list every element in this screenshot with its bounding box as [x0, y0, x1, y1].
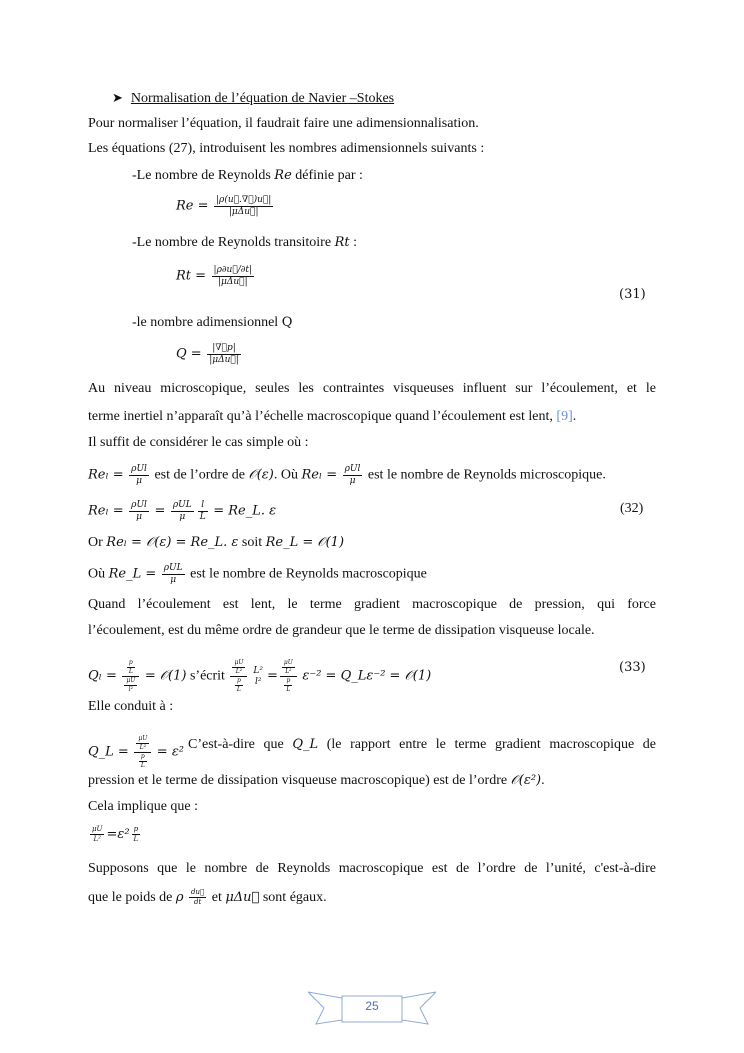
paragraph: Cela implique que : [88, 799, 199, 814]
arrow-bullet-icon: ➤ [112, 90, 123, 105]
page-number-ribbon [308, 990, 436, 1026]
equation-rel-macro: Où Re_L = $\frac{\text{ρUL}}{\mu}$ est le nombre de Reynolds macroscopique [88, 563, 427, 585]
paragraph: l’écoulement, est du même ordre de grandeur que le terme de dissipation visqueuse locale. [88, 623, 595, 638]
q-definition: -le nombre adimensionnel Q [132, 315, 293, 330]
paragraph: terme inertiel n’apparaît qu’à l’échelle macroscopique quand l’écoulement est lent, [9]. [88, 409, 577, 424]
equation-number: (32) [620, 501, 644, 516]
paragraph: Quand l’écoulement est lent, le terme gradient macroscopique de pression, qui force [88, 597, 656, 612]
equation-32: Reₗ = $\frac{\text{ρUl}}{\mu}$ = $\frac{\text{ρUL}}{\mu}$ $\frac{l}{L}$ = Re_L. ε [88, 500, 277, 522]
section-heading-text: Normalisation de l’équation de Navier –Stokes [130, 91, 395, 106]
equation-implication: $\frac{\mu U}{\text{L²}}$ =ε² $\frac{p}{L}$ [92, 825, 139, 844]
equation-number: (33) [619, 660, 646, 675]
paragraph: Au niveau microscopique, seules les contraintes visqueuses influent sur l’écoulement, et le [88, 381, 656, 396]
paragraph: C’est-à-dire que Q_L (le rapport entre le terme gradient macroscopique de [188, 737, 656, 752]
paragraph: Les équations (27), introduisent les nombres adimensionnels suivants : [88, 141, 485, 156]
section-heading [112, 89, 394, 108]
equation-33: Qₗ = $\frac{\frac{p}{L}}{\frac{\mu U}{\text{l²}}}$ = 𝒪(1) s’écrit $\frac{\frac{\mu U}{\text{L²}}}{\frac{p}{L}}$ L² l² = $\frac{\frac{\mu U}{\text{L²}}}{\frac{p}{L}}$ ε⁻² = Q_Lε⁻² = 𝒪(1) [88, 659, 432, 693]
equation-ql: Q_L = $\frac{\frac{\mu U}{\text{L²}}}{\frac{p}{L}}$ = ε² [88, 735, 185, 769]
page-number: 25 [365, 999, 379, 1013]
paragraph: Pour normaliser l’équation, il faudrait faire une adimensionnalisation. [88, 116, 479, 131]
paragraph: Elle conduit à : [88, 699, 174, 714]
equation-rel: Reₗ = $\frac{\text{ρUl}}{\mu}$ est de l’ordre de 𝒪(ε). Où Reₗ = $\frac{\text{ρUl}}{\mu}$ est le nombre de Reynolds microscopique. [88, 464, 606, 486]
paragraph: pression et le terme de dissipation visqueuse macroscopique) est de l’ordre 𝒪(ε²). [88, 773, 545, 788]
re-definition: -Le nombre de Reynolds Re définie par : [132, 168, 363, 183]
paragraph: Il suffit de considérer le cas simple où : [88, 435, 309, 450]
equation-q: Q = $\frac{|\nabla⃗p|}{\text{|μΔu⃗|}}$ [176, 343, 239, 365]
equation-number: (31) [619, 287, 646, 302]
citation-link[interactable]: [9] [556, 409, 573, 424]
equation-or: Or Reₗ = 𝒪(ε) = Re_L. ε soit Re_L = 𝒪(1) [88, 535, 345, 550]
equation-re: Re = $\frac{|\rho(u⃗.\nabla⃗)u⃗|}{\text{|μΔu⃗|}}$ [176, 195, 272, 217]
rt-definition: -Le nombre de Reynolds transitoire Rt : [132, 235, 357, 250]
paragraph: Supposons que le nombre de Reynolds macroscopique est de l’ordre de l’unité, c'est-à-dire [88, 861, 656, 876]
equation-rt: Rt = $\frac{|\rho\partial u⃗/\partial t|}{\text{|μΔu⃗|}}$ [176, 265, 253, 287]
paragraph: que le poids de ρ $\frac{du⃗}{dt}$ et μΔu⃗ sont égaux. [88, 888, 327, 907]
